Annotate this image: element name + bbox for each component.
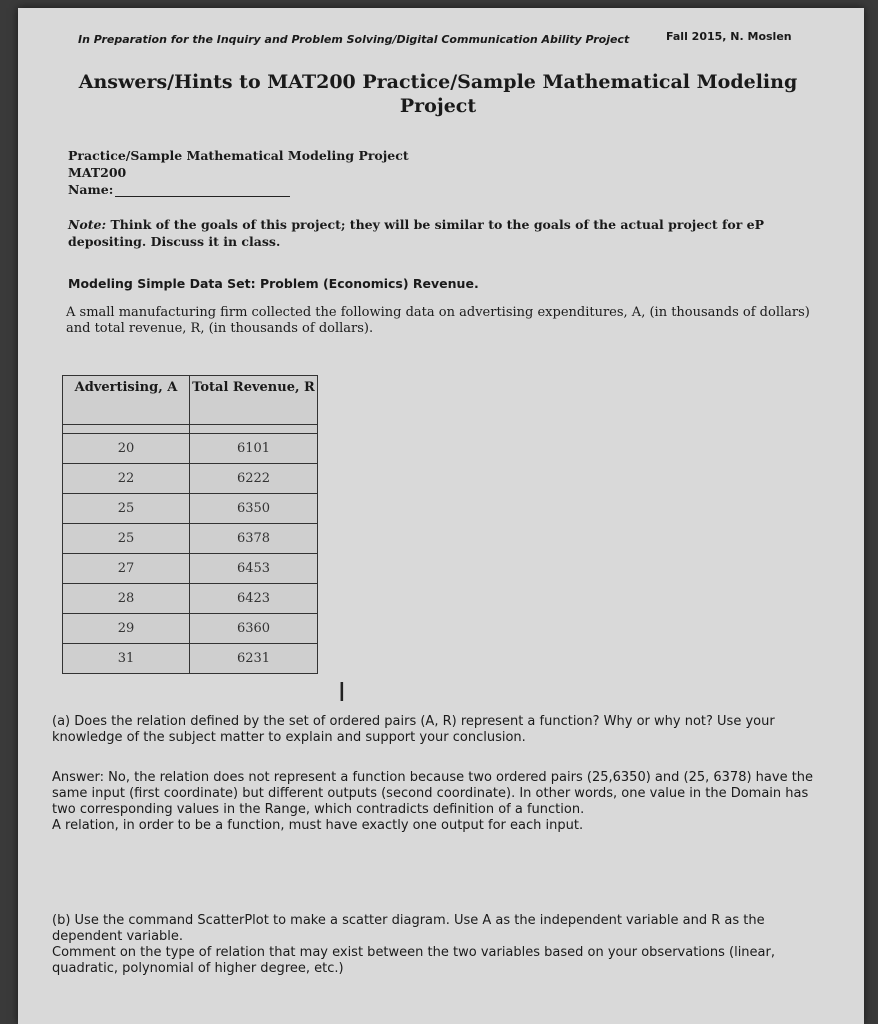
table-cell: 29 xyxy=(63,614,190,644)
question-a xyxy=(52,714,832,746)
table-header-advertising: Advertising, A xyxy=(63,376,190,425)
name-label: Name: xyxy=(68,182,114,197)
table-row xyxy=(63,644,318,674)
table-cell: 6360 xyxy=(190,614,318,644)
table-cell: 25 xyxy=(63,494,190,524)
table-cell: 20 xyxy=(63,434,190,464)
table-cell: 6453 xyxy=(190,554,318,584)
note-text: Think of the goals of this project; they will be similar to the goals of the actual project for eP depositing. Discuss it in class. xyxy=(68,217,765,249)
section-title: Modeling Simple Data Set: Problem (Economics) Revenue. xyxy=(68,276,479,291)
question-b-comment: Comment on the type of relation that may exist between the two variables based on your observations (linear, quadratic, polynomial of higher degree, etc.) xyxy=(52,945,775,976)
table-row xyxy=(63,464,318,494)
table-cell: 6423 xyxy=(190,584,318,614)
table-row xyxy=(63,494,318,524)
question-b xyxy=(52,913,832,977)
table-cell: 31 xyxy=(63,644,190,674)
table-cell: 6378 xyxy=(190,524,318,554)
note xyxy=(68,216,808,250)
answer-a-note: A relation, in order to be a function, must have exactly one output for each input. xyxy=(52,818,584,833)
table-cell: 28 xyxy=(63,584,190,614)
table-row xyxy=(63,434,318,464)
note-label: Note: xyxy=(68,217,107,232)
data-table xyxy=(62,375,318,674)
table-cell: 6101 xyxy=(190,434,318,464)
table-cell: 27 xyxy=(63,554,190,584)
table-cell: 22 xyxy=(63,464,190,494)
table-row xyxy=(63,584,318,614)
table-cell: 25 xyxy=(63,524,190,554)
table-cell: 6222 xyxy=(190,464,318,494)
table-row xyxy=(63,524,318,554)
name-field xyxy=(68,182,290,197)
answer-a xyxy=(52,770,832,834)
text-cursor-icon: I xyxy=(338,678,346,708)
table-header-revenue: Total Revenue, R xyxy=(190,376,318,425)
page-title: Answers/Hints to MAT200 Practice/Sample Mathematical Modeling Project xyxy=(78,71,798,117)
subheader-course: MAT200 xyxy=(68,165,127,180)
header-left: In Preparation for the Inquiry and Problem Solving/Digital Communication Ability Project xyxy=(78,33,630,46)
header-right: Fall 2015, N. Moslen xyxy=(666,30,792,43)
subheader-project: Practice/Sample Mathematical Modeling Project xyxy=(68,148,409,163)
table-row xyxy=(63,614,318,644)
question-b-text: (b) Use the command ScatterPlot to make a scatter diagram. Use A as the independent variable and R as the dependent variable. xyxy=(52,913,765,944)
problem-intro: A small manufacturing firm collected the following data on advertising expenditures, A, (in thousands of dollars) and total revenue, R, (in thousands of dollars). xyxy=(66,305,810,336)
table-cell: 6231 xyxy=(190,644,318,674)
document-page xyxy=(18,8,864,1024)
name-blank-line xyxy=(115,196,290,197)
question-a-text: (a) Does the relation defined by the set of ordered pairs (A, R) represent a function? Why or why not? Use your knowledge of the subject matter to explain and support your conclusion. xyxy=(52,714,775,745)
table-row xyxy=(63,554,318,584)
table-cell: 6350 xyxy=(190,494,318,524)
answer-a-text: Answer: No, the relation does not represent a function because two ordered pairs (25,6350) and (25, 6378) have the same input (first coordinate) but different outputs (second coordinate). In other words, one value in the Domain has two corresponding values in the Range, which contradicts definition of a function. xyxy=(52,770,814,817)
